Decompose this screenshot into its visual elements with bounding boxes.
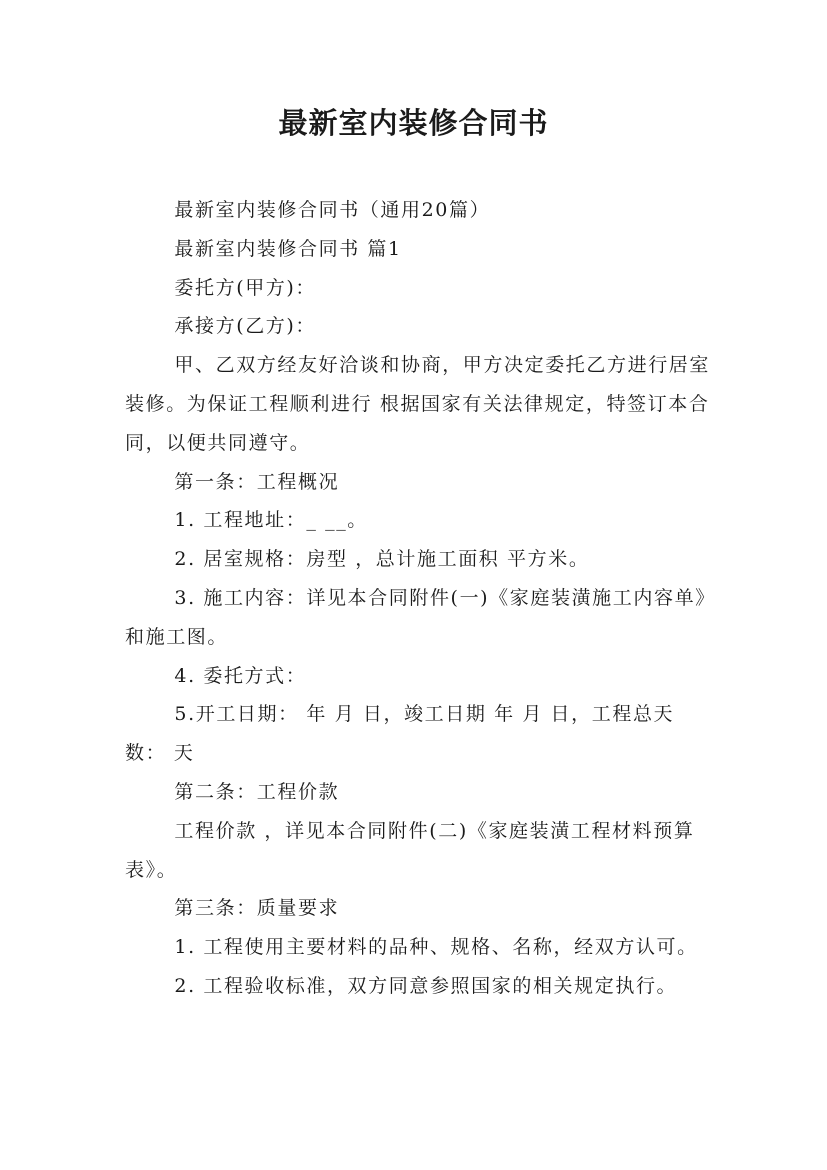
paragraph-article-2: 第二条：工程价款 [174,780,340,803]
paragraph-item: 4. 委托方式： [174,664,307,687]
paragraph-section-heading: 最新室内装修合同书 篇1 [174,237,402,260]
paragraph-price: 工程价款 ，详见本合同附件(二)《家庭装潢工程材料预算表》。 [125,819,695,881]
paragraph-item: 2. 居室规格：房型 ，总计施工面积 平方米。 [174,548,590,571]
paragraph-item: 3. 施工内容：详见本合同附件(一)《家庭装潢施工内容单》和施工图。 [125,586,707,648]
paragraph-preamble: 甲、乙双方经友好洽谈和协商，甲方决定委托乙方进行居室装修。为保证工程顺利进行 根据国家有关法律规定，特签订本合同，以便共同遵守。 [125,354,710,454]
paragraph-party-a: 委托方(甲方)： [174,276,317,299]
paragraph-item: 5.开工日期： 年 月 日，竣工日期 年 月 日，工程总天数： 天 [125,703,675,765]
paragraph-item: 1. 工程地址：_ __。 [174,509,368,532]
document-title: 最新室内装修合同书 [278,106,549,140]
paragraph-article-3: 第三条：质量要求 [174,897,340,920]
paragraph-subtitle: 最新室内装修合同书（通用20篇） [174,199,491,221]
document-body [125,191,710,1006]
paragraph-article-1: 第一条：工程概况 [174,470,340,493]
paragraph-party-b: 承接方(乙方)： [174,315,317,338]
paragraph-item: 1. 工程使用主要材料的品种、规格、名称，经双方认可。 [174,936,698,959]
paragraph-item: 2. 工程验收标准，双方同意参照国家的相关规定执行。 [174,974,678,997]
